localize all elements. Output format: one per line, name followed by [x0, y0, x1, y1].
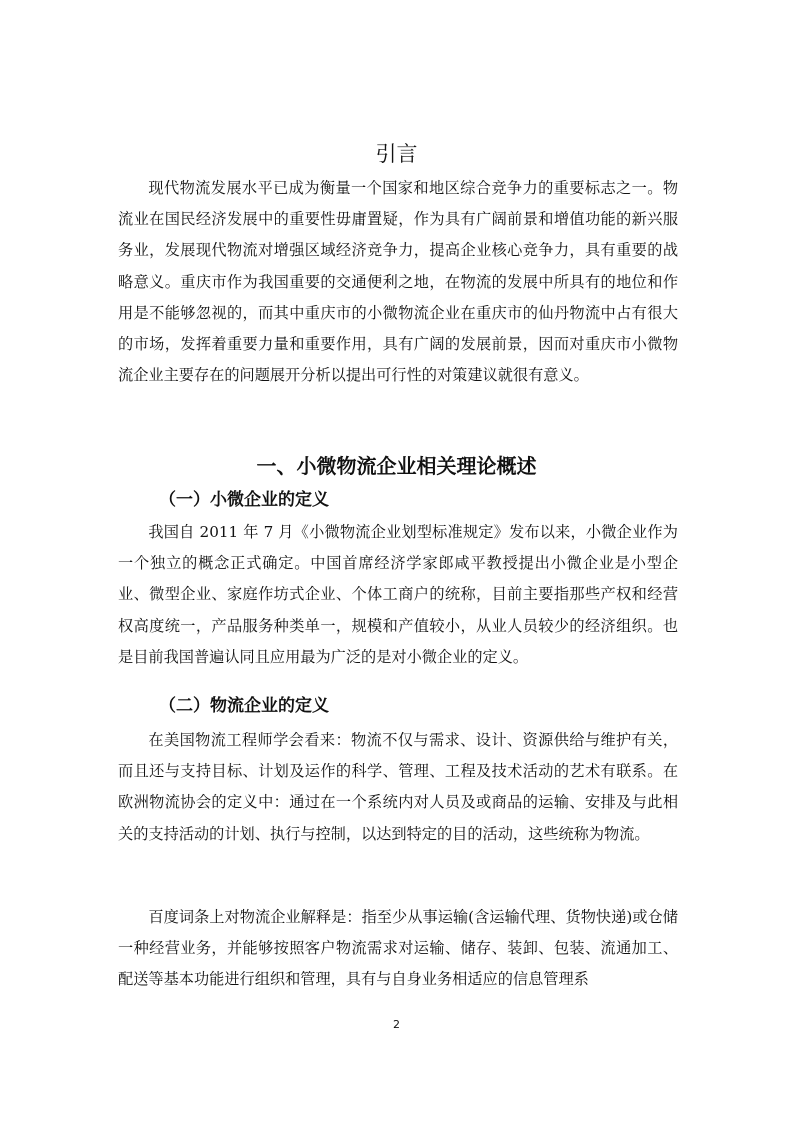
section-1-heading: 一、小微物流企业相关理论概述 — [256, 454, 537, 478]
subsection-2-heading: （二）物流企业的定义 — [159, 696, 329, 716]
subsection-1-heading: （一）小微企业的定义 — [159, 490, 329, 510]
subsection-2-paragraph-1: 在美国物流工程师学会看来：物流不仅与需求、设计、资源供给与维护有关，而且还与支持目标、计划及运作的科学、管理、工程及技术活动的艺术有联系。在欧洲物流协会的定义中：通过在一个系统内对人员及或商品的运输、安排及与此相关的支持活动的计划、执行与控制，以达到特定的目的活动，这些统称为物流。 — [118, 731, 678, 843]
subsection-1-paragraph: 我国自 2011 年 7 月《小微物流企业划型标准规定》发布以来，小微企业作为一个独立的概念正式确定。中国首席经济学家郎咸平教授提出小微企业是小型企业、微型企业、家庭作坊式企业、个体工商户的统称，目前主要指那些产权和经营权高度统一，产品服务种类单一，规模和产值较小，从业人员较少的经济组织。也是目前我国普遍认同且应用最为广泛的是对小微企业的定义。 — [118, 523, 678, 666]
intro-paragraph: 现代物流发展水平已成为衡量一个国家和地区综合竞争力的重要标志之一。物流业在国民经济发展中的重要性毋庸置疑，作为具有广阔前景和增值功能的新兴服务业，发展现代物流对增强区域经济竞争力，提高企业核心竞争力，具有重要的战略意义。重庆市作为我国重要的交通便利之地，在物流的发展中所具有的地位和作用是不能够忽视的，而其中重庆市的小微物流企业在重庆市的仙丹物流中占有很大的市场，发挥着重要力量和重要作用，具有广阔的发展前景，因而对重庆市小微物流企业主要存在的问题展开分析以提出可行性的对策建议就很有意义。 — [118, 179, 678, 385]
intro-heading: 引言 — [375, 142, 418, 166]
page-number: 2 — [393, 1018, 400, 1031]
subsection-2-paragraph-2: 百度词条上对物流企业解释是：指至少从事运输(含运输代理、货物快递)或仓储一种经营业务，并能够按照客户物流需求对运输、储存、装卸、包装、流通加工、配送等基本功能进行组织和管理，具有与自身业务相适应的信息管理系 — [118, 908, 678, 989]
